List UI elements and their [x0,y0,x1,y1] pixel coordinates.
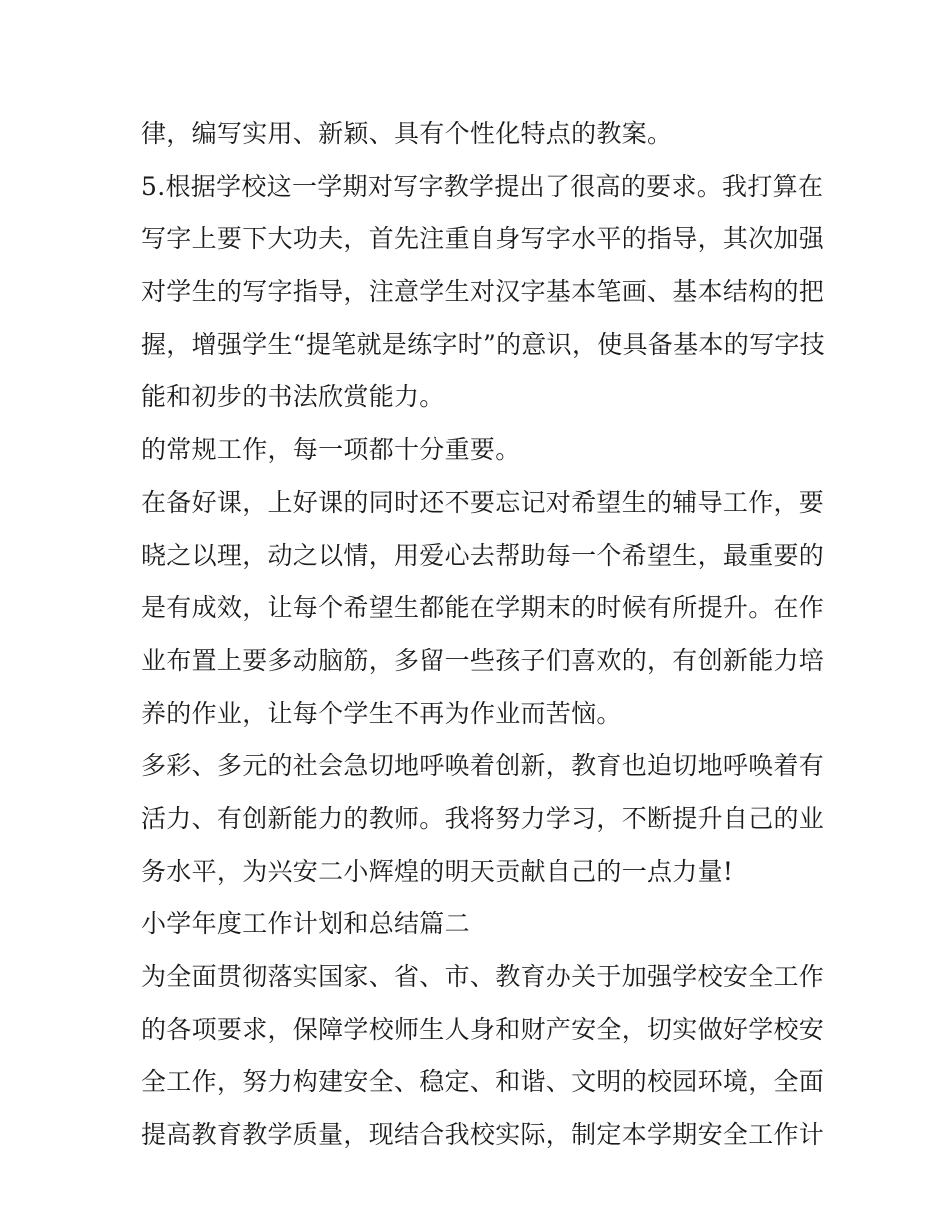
text-line: 业布置上要多动脑筋，多留一些孩子们喜欢的，有创新能力培 [141,645,825,675]
text-line: 律，编写实用、新颖、具有个性化特点的教案。 [141,119,673,148]
text-line: 多彩、多元的社会急切地呼唤着创新，教育也迫切地呼唤着有 [141,751,825,781]
text-line: 对学生的写字指导，注意学生对汉字基本笔画、基本结构的把 [141,277,825,307]
document-body [141,108,825,1162]
text-line: 5.根据学校这一学期对写字教学提出了很高的要求。我打算在 [141,171,824,201]
text-line: 为全面贯彻落实国家、省、市、教育办关于加强学校安全工作 [141,962,825,991]
text-line: 在备好课，上好课的同时还不要忘记对希望生的辅导工作，要 [141,487,825,517]
text-line: 活力、有创新能力的教师。我将努力学习，不断提升自己的业 [141,803,825,833]
section-heading: 小学年度工作计划和总结篇二 [141,909,470,939]
text-line: 全工作，努力构建安全、稳定、和谐、文明的校园环境，全面 [141,1067,825,1097]
text-line: 写字上要下大功夫，首先注重自身写字水平的指导，其次加强 [141,224,825,254]
text-line: 提高教育教学质量，现结合我校实际，制定本学期安全工作计 [141,1120,825,1150]
text-line: 晓之以理，动之以情，用爱心去帮助每一个希望生，最重要的 [141,540,825,570]
text-line: 养的作业，让每个学生不再为作业而苦恼。 [141,698,622,728]
text-line: 是有成效，让每个希望生都能在学期末的时候有所提升。在作 [141,593,825,623]
text-line: 能和初步的书法欣赏能力。 [141,382,445,412]
text-line: 务水平，为兴安二小辉煌的明天贡献自己的一点力量! [141,856,734,886]
text-line: 握，增强学生“提笔就是练字时”的意识，使具备基本的写字技 [141,329,825,359]
text-line: 的常规工作，每一项都十分重要。 [141,435,521,465]
text-line: 的各项要求，保障学校师生人身和财产安全，切实做好学校安 [141,1014,825,1044]
